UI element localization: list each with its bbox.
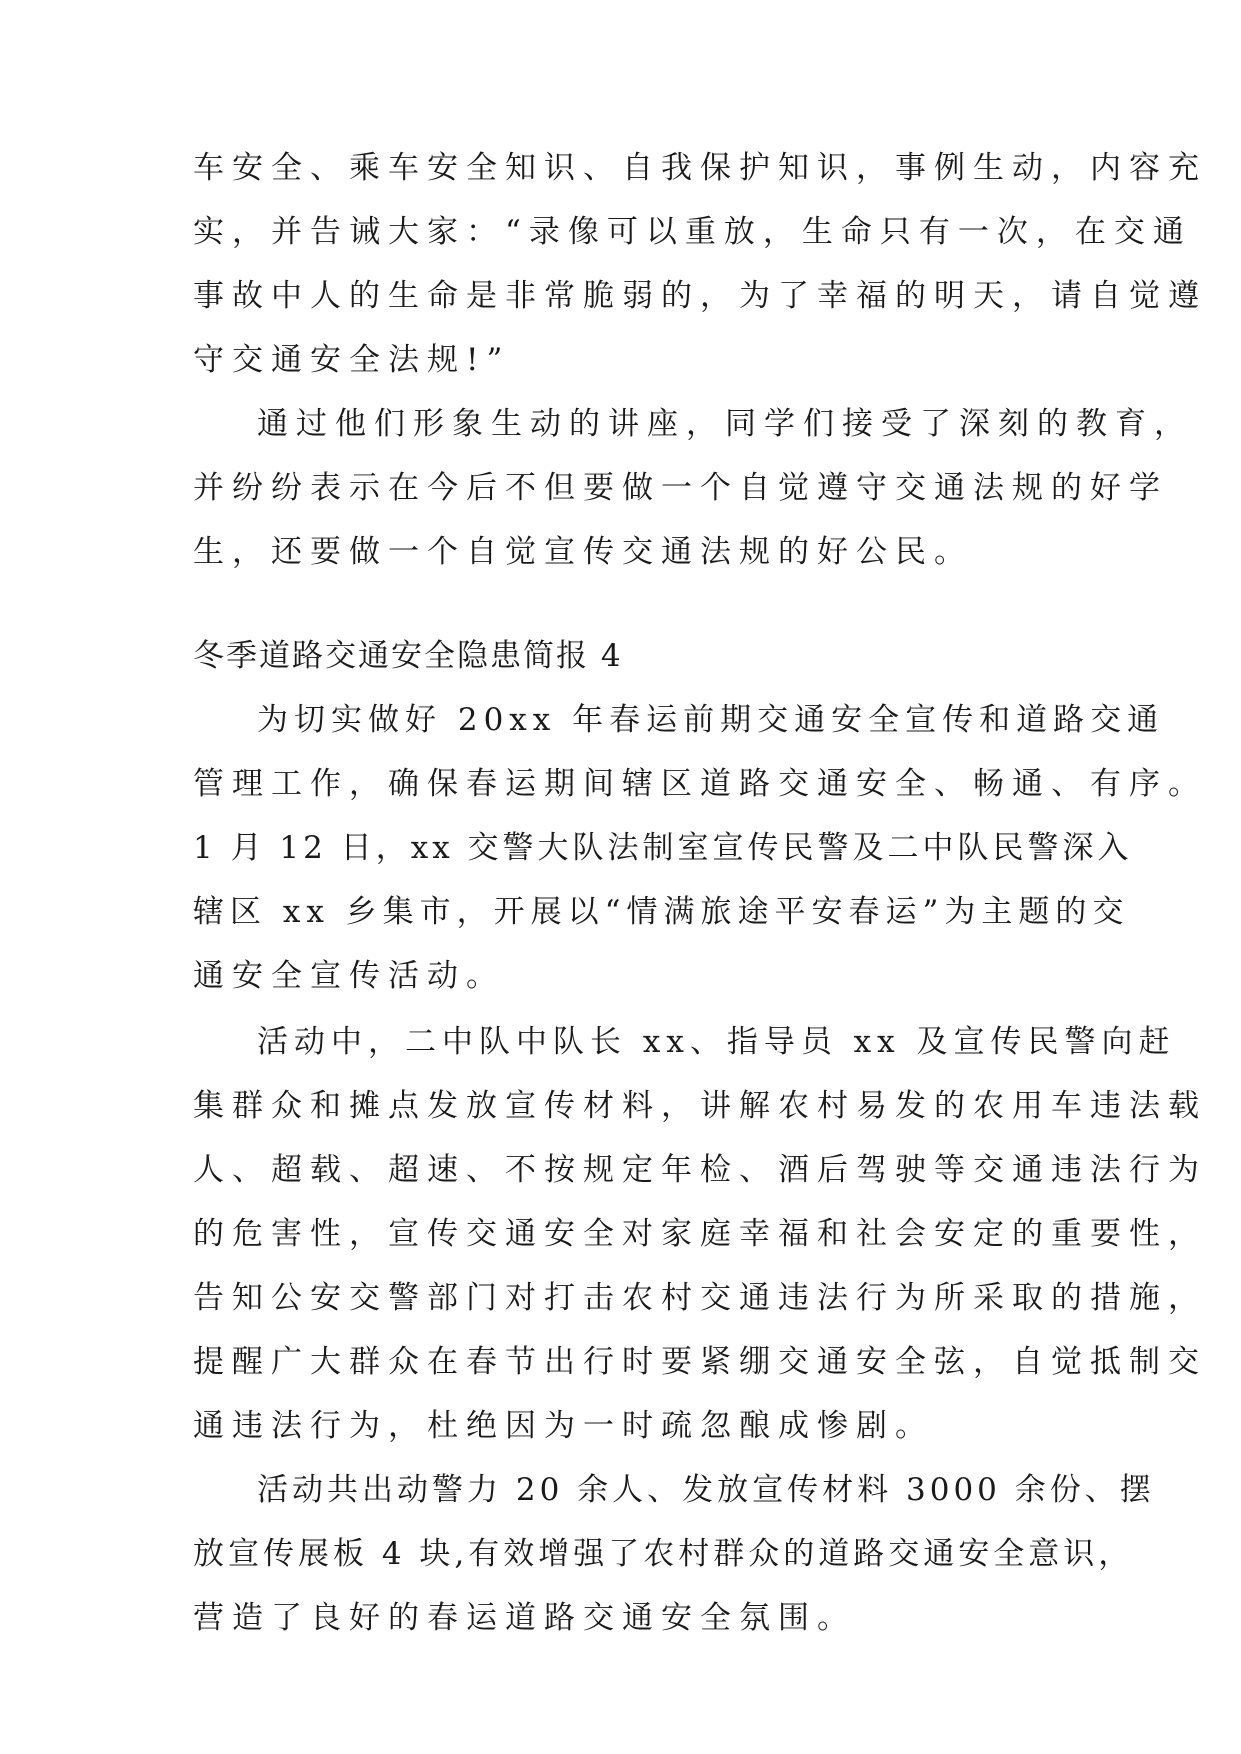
text-line: 实，并告诫大家：“录像可以重放，生命只有一次，在交通 (193, 214, 1192, 250)
paragraph-3 (193, 688, 1207, 1008)
text-line: 提醒广大群众在春节出行时要紧绷交通安全弦，自觉抵制交 (193, 1344, 1207, 1380)
text-line: 1 月 12 日，xx 交警大队法制室宣传民警及二中队民警深入 (193, 830, 1133, 866)
text-line: 的危害性，宣传交通安全对家庭幸福和社会安定的重要性， (193, 1216, 1207, 1252)
paragraph-5 (193, 1458, 1155, 1650)
paragraph-4 (193, 1010, 1207, 1458)
paragraph-1 (193, 136, 1207, 392)
text-line: 为切实做好 20xx 年春运前期交通安全宣传和道路交通 (257, 702, 1165, 738)
text-line: 活动共出动警力 20 余人、发放宣传材料 3000 余份、摆 (257, 1472, 1155, 1508)
text-line: 管理工作，确保春运期间辖区道路交通安全、畅通、有序。 (193, 766, 1207, 802)
section-heading: 冬季道路交通安全隐患简报 4 (193, 638, 623, 674)
text-line: 并纷纷表示在今后不但要做一个自觉遵守交通法规的好学 (193, 470, 1168, 506)
text-line: 车安全、乘车安全知识、自我保护知识，事例生动，内容充 (193, 150, 1207, 186)
text-line: 辖区 xx 乡集市，开展以“情满旅途平安春运”为主题的交 (193, 894, 1130, 930)
paragraph-2 (193, 392, 1193, 584)
section-heading-block (193, 624, 1053, 688)
text-line: 人、超载、超速、不按规定年检、酒后驾驶等交通违法行为 (193, 1152, 1207, 1188)
text-line: 活动中，二中队中队长 xx、指导员 xx 及宣传民警向赶 (257, 1024, 1176, 1060)
text-line: 放宣传展板 4 块,有效增强了农村群众的道路交通安全意识， (193, 1536, 1134, 1572)
text-line: 告知公安交警部门对打击农村交通违法行为所采取的措施， (193, 1280, 1207, 1316)
text-line: 守交通安全法规!” (193, 342, 511, 378)
text-line: 通安全宣传活动。 (193, 958, 505, 994)
text-line: 生，还要做一个自觉宣传交通法规的好公民。 (193, 534, 973, 570)
text-line: 营造了良好的春运道路交通安全氛围。 (193, 1600, 856, 1636)
text-line: 通过他们形象生动的讲座，同学们接受了深刻的教育， (257, 406, 1193, 442)
text-line: 事故中人的生命是非常脆弱的，为了幸福的明天，请自觉遵 (193, 278, 1207, 314)
text-line: 通违法行为，杜绝因为一时疏忽酿成惨剧。 (193, 1408, 934, 1444)
text-line: 集群众和摊点发放宣传材料，讲解农村易发的农用车违法载 (193, 1088, 1207, 1124)
